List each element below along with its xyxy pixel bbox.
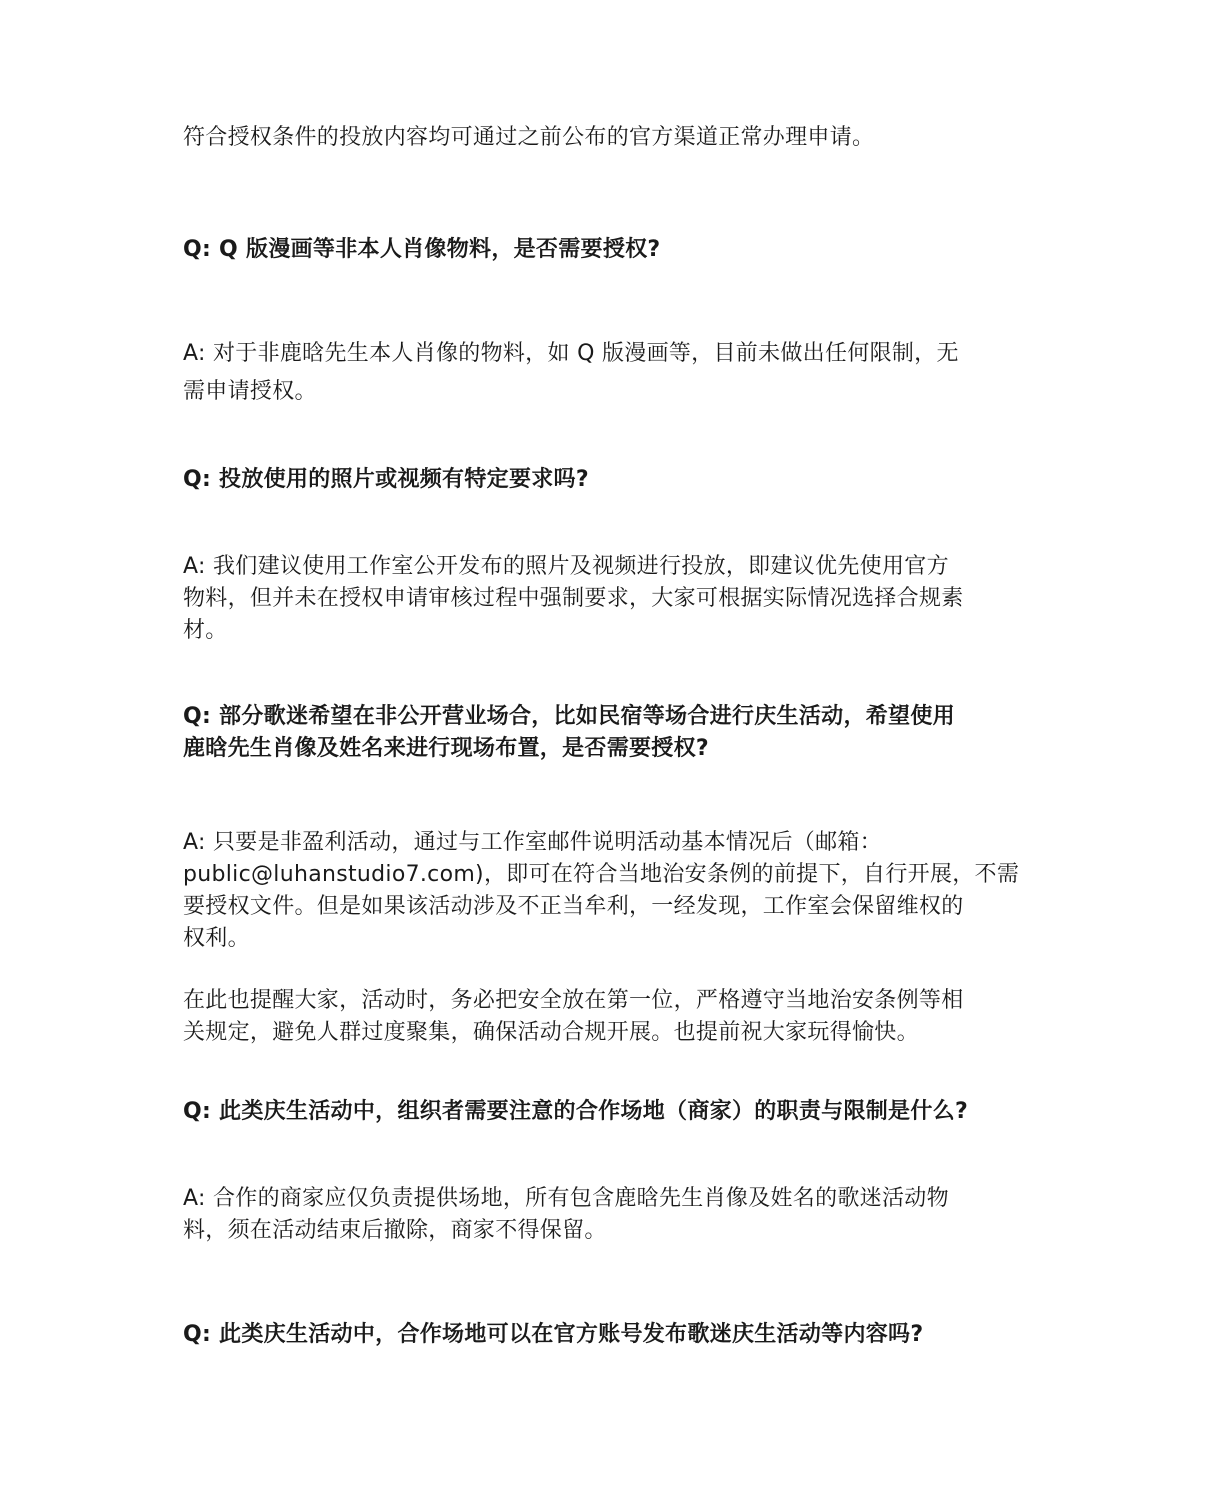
answer-line: A: 只要是非盈利活动，通过与工作室邮件说明活动基本情况后（邮箱：: [183, 830, 882, 855]
text-line: 关规定，避免人群过度聚集，确保活动合规开展。也提前祝大家玩得愉快。: [183, 1020, 919, 1045]
answer-line: public@luhanstudio7.com)，即可在符合当地治安条例的前提下，自行开展，不需: [183, 862, 1020, 887]
answer-line: 需申请授权。: [183, 379, 317, 404]
answer-line: 要授权文件。但是如果该活动涉及不正当牟利，一经发现，工作室会保留维权的: [183, 894, 964, 919]
question-line: Q: 投放使用的照片或视频有特定要求吗?: [183, 467, 589, 492]
answer-line: 物料，但并未在授权申请审核过程中强制要求，大家可根据实际情况选择合规素: [183, 586, 964, 611]
answer-line: A: 合作的商家应仅负责提供场地，所有包含鹿晗先生肖像及姓名的歌迷活动物: [183, 1186, 949, 1211]
answer-line: A: 我们建议使用工作室公开发布的照片及视频进行投放，即建议优先使用官方: [183, 554, 949, 579]
text-line: 符合授权条件的投放内容均可通过之前公布的官方渠道正常办理申请。: [183, 125, 875, 150]
question-line: Q: 部分歌迷希望在非公开营业场合，比如民宿等场合进行庆生活动，希望使用: [183, 704, 955, 729]
answer-line: 权利。: [183, 926, 250, 951]
answer-line: 料，须在活动结束后撤除，商家不得保留。: [183, 1218, 607, 1243]
question-line: 鹿晗先生肖像及姓名来进行现场布置，是否需要授权?: [183, 736, 709, 761]
answer-line: A: 对于非鹿晗先生本人肖像的物料，如 Q 版漫画等，目前未做出任何限制，无: [183, 341, 959, 366]
question-line: Q: 此类庆生活动中，组织者需要注意的合作场地（商家）的职责与限制是什么?: [183, 1099, 969, 1124]
text-line: 在此也提醒大家，活动时，务必把安全放在第一位，严格遵守当地治安条例等相: [183, 988, 964, 1013]
question-line: Q: 此类庆生活动中，合作场地可以在官方账号发布歌迷庆生活动等内容吗?: [183, 1322, 924, 1347]
answer-line: 材。: [183, 618, 228, 643]
question-line: Q: Q 版漫画等非本人肖像物料，是否需要授权?: [183, 237, 661, 262]
